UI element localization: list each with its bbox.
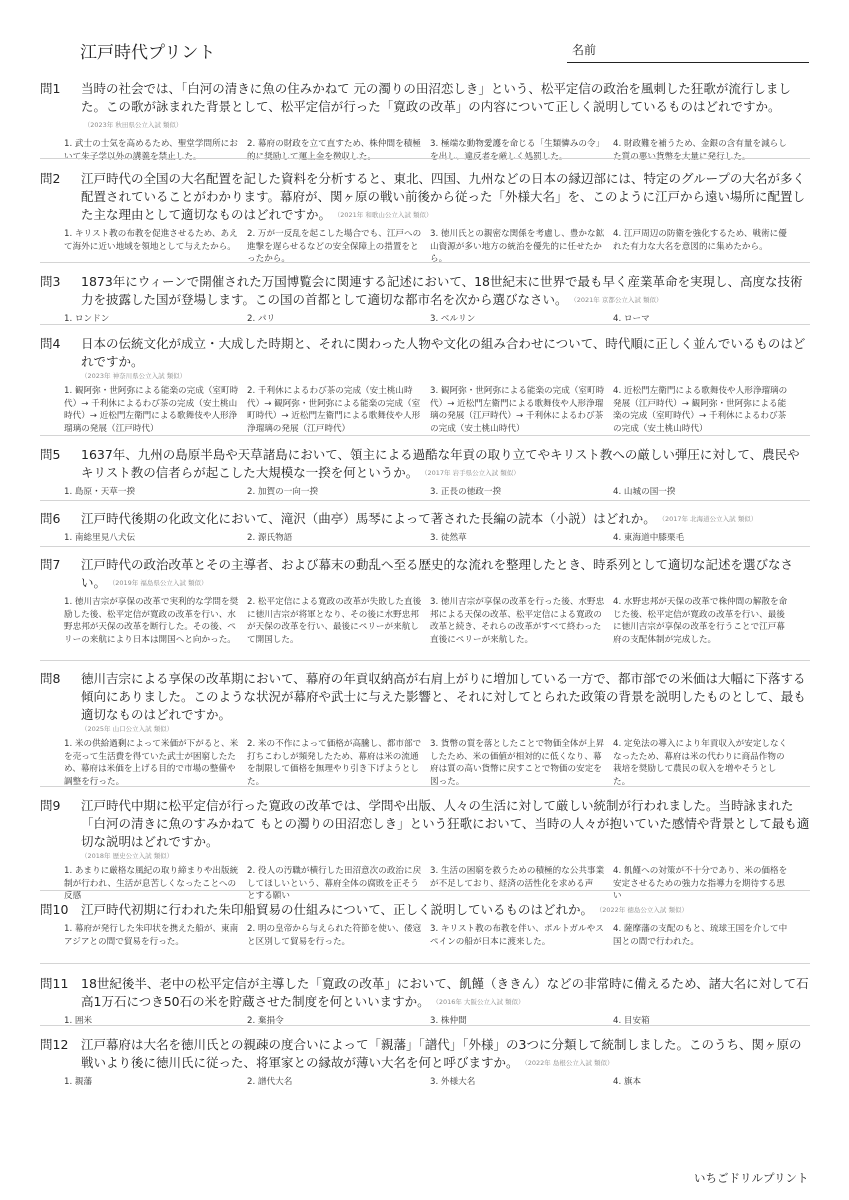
answer-choice-3[interactable]: 3. ベルリン bbox=[430, 314, 476, 324]
question-7 bbox=[40, 556, 810, 646]
answer-choice-3[interactable]: 3. 極端な動物愛護を命じる「生類憐みの令」を出し、違反者を厳しく処罰した。 bbox=[430, 139, 605, 162]
question-source: （2019年 福島県公立入試 類似） bbox=[112, 579, 208, 587]
answer-choices bbox=[64, 138, 810, 163]
question-3 bbox=[40, 273, 810, 326]
answer-choice-1[interactable]: 1. 徳川吉宗が享保の改革で実利的な学問を奨励した後、松平定信が寛政の改革を行い、水野忠邦が天保の改革を断行した。その後、ペリーの来航により日本は開国へと向かった。 bbox=[64, 597, 239, 645]
question-9 bbox=[40, 797, 810, 903]
answer-choice-2[interactable]: 2. 棄捐令 bbox=[247, 1016, 284, 1026]
question-source: （2017年 北海道公立入試 類似） bbox=[661, 515, 758, 523]
question-row bbox=[40, 901, 810, 919]
answer-choice-3[interactable]: 3. 徳川吉宗が享保の改革を行った後、水野忠邦による天保の改革、松平定信による寛政の改革と続き、それらの改革がすべて終わった直後にペリーが来航した。 bbox=[430, 597, 605, 645]
answer-choices bbox=[64, 596, 810, 646]
question-12 bbox=[40, 1036, 810, 1089]
question-text bbox=[80, 901, 810, 919]
question-divider bbox=[40, 158, 810, 159]
answer-choices bbox=[64, 532, 810, 545]
question-text bbox=[80, 556, 810, 592]
question-text bbox=[80, 670, 810, 734]
question-body: 徳川吉宗による享保の改革期において、幕府の年貢収納高が右肩上がりに増加している一方で、都市部での米価は大幅に下落する傾向にありました。このような状況が幕府や武士に与えた影響と、それに対してとられた政策の背景を説明したものとして、最も適切なものはどれですか。 bbox=[81, 671, 806, 722]
question-number: 問11 bbox=[40, 976, 69, 991]
answer-choice-2[interactable]: 2. 源氏物語 bbox=[247, 533, 293, 543]
question-text bbox=[80, 797, 810, 861]
question-source: （2022年 島根公立入試 類似） bbox=[524, 1059, 614, 1067]
question-body: 1873年にウィーンで開催された万国博覧会に関連する記述において、18世紀末に世界で最も早く産業革命を実現し、高度な技術力を披露した国が登場します。この国の首都として適切な都市名を次から選びなさい。 bbox=[81, 274, 803, 307]
question-source: （2025年 山口公立入試 類似） bbox=[81, 725, 174, 733]
answer-choice-2[interactable]: 2. 千利休によるわび茶の完成（安土桃山時代）→ 観阿弥・世阿弥による能楽の完成（室町時代）→ 近松門左衛門による歌舞伎や人形浄瑠璃の発展（江戸時代） bbox=[247, 386, 421, 434]
question-1 bbox=[40, 80, 810, 163]
question-number: 問6 bbox=[40, 511, 61, 526]
question-text bbox=[80, 446, 810, 482]
question-row bbox=[40, 80, 810, 134]
answer-choice-4[interactable]: 4. 山城の国一揆 bbox=[613, 487, 676, 497]
question-divider bbox=[40, 786, 810, 787]
answer-choice-3[interactable]: 3. 徳川氏との親密な関係を考慮し、豊かな鉱山資源が多い地方の統治を優先的に任せたから。 bbox=[430, 229, 605, 265]
answer-choices bbox=[64, 1076, 810, 1089]
question-source: （2017年 岩手県公立入試 類似） bbox=[424, 469, 520, 477]
question-divider bbox=[40, 660, 810, 661]
answer-choice-1[interactable]: 1. 観阿弥・世阿弥による能楽の完成（室町時代）→ 千利休によるわび茶の完成（安土桃山時代）→ 近松門左衛門による歌舞伎や人形浄瑠璃の発展（江戸時代） bbox=[64, 386, 239, 434]
question-row bbox=[40, 797, 810, 861]
question-5 bbox=[40, 446, 810, 499]
question-row bbox=[40, 170, 810, 224]
question-number: 問2 bbox=[40, 171, 61, 186]
answer-choice-3[interactable]: 3. 外様大名 bbox=[430, 1077, 476, 1087]
page-title: 江戸時代プリント bbox=[80, 43, 216, 63]
question-divider bbox=[40, 890, 810, 891]
question-divider bbox=[40, 546, 810, 547]
question-4 bbox=[40, 335, 810, 435]
question-source: （2021年 京都公立入試 類似） bbox=[573, 296, 663, 304]
question-text bbox=[80, 170, 810, 224]
answer-choice-4[interactable]: 4. 飢饉への対策が不十分であり、米の価格を安定させるための強力な指導力を期待する思い bbox=[613, 866, 788, 902]
question-body: 江戸時代後期の化政文化において、滝沢（曲亭）馬琴によって著された長編の読本（小説）はどれか。 bbox=[81, 511, 656, 526]
answer-choice-2[interactable]: 2. 米の不作によって価格が高騰し、都市部で打ちこわしが頻発したため、幕府は米の流通を制限して価格を無理やり引き下げようとした。 bbox=[247, 739, 422, 787]
answer-choice-2[interactable]: 2. 万が一反乱を起こした場合でも、江戸への進撃を遅らせるなどの安全保障上の措置をとったから。 bbox=[247, 229, 422, 265]
question-source: （2023年 秋田県公立入試 類似） bbox=[87, 121, 183, 129]
question-text bbox=[80, 273, 810, 309]
question-text bbox=[80, 1036, 810, 1072]
answer-choice-1[interactable]: 1. 島原・天草一揆 bbox=[64, 487, 136, 497]
answer-choice-3[interactable]: 3. 貨幣の質を落としたことで物価全体が上昇したため、米の価値が相対的に低くなり、幕府は質の高い貨幣に戻すことで物価の安定を図った。 bbox=[430, 739, 605, 787]
answer-choices bbox=[64, 486, 810, 499]
question-row bbox=[40, 510, 810, 528]
answer-choice-4[interactable]: 4. 目安箱 bbox=[613, 1016, 650, 1026]
question-text bbox=[80, 975, 810, 1011]
question-divider bbox=[40, 435, 810, 436]
question-8 bbox=[40, 670, 810, 788]
answer-choice-1[interactable]: 1. あまりに厳格な風紀の取り締まりや出版統制が行われ、生活が息苦しくなったことへの反感 bbox=[64, 866, 239, 902]
answer-choices bbox=[64, 865, 810, 903]
question-body: 日本の伝統文化が成立・大成した時期と、それに関わった人物や文化の組み合わせについて、時代順に正しく並んでいるものはどれですか。 bbox=[81, 336, 806, 369]
question-body: 江戸時代の全国の大名配置を記した資料を分析すると、東北、四国、九州などの日本の縁辺部には、特定のグループの大名が多く配置されていることがわかります。幕府が、関ヶ原の戦い前後から従った「外様大名」を、このように江戸から遠い場所に配置した主な理由として適切なものはどれですか。 bbox=[81, 171, 806, 222]
question-row bbox=[40, 556, 810, 592]
answer-choice-2[interactable]: 2. 松平定信による寛政の改革が失敗した直後に徳川吉宗が将軍となり、その後に水野忠邦が天保の改革を行い、最後にペリーが来航して開国した。 bbox=[247, 597, 422, 645]
answer-choices bbox=[64, 738, 810, 788]
answer-choice-1[interactable]: 1. 親藩 bbox=[64, 1077, 93, 1087]
answer-choice-4[interactable]: 4. 旗本 bbox=[613, 1077, 642, 1087]
question-body: 当時の社会では、「白河の清きに魚の住みかねて 元の濁りの田沼恋しき」という、松平定信の政治を風刺した狂歌が流行しました。この歌が詠まれた背景として、松平定信が行った「寛政の改革」の内容について正しく説明しているものはどれですか。 bbox=[81, 81, 791, 114]
question-row bbox=[40, 670, 810, 734]
question-10 bbox=[40, 901, 810, 948]
question-divider bbox=[40, 500, 810, 501]
answer-choice-4[interactable]: 4. 東海道中膝栗毛 bbox=[613, 533, 685, 543]
answer-choice-4[interactable]: 4. 薩摩藩の支配のもと、琉球王国を介して中国との間で行われた。 bbox=[613, 924, 788, 947]
answer-choice-1[interactable]: 1. 南総里見八犬伝 bbox=[64, 533, 136, 543]
question-body: 江戸時代初期に行われた朱印船貿易の仕組みについて、正しく説明しているものはどれか。 bbox=[81, 902, 594, 917]
answer-choice-4[interactable]: 4. 近松門左衛門による歌舞伎や人形浄瑠璃の発展（江戸時代）→ 観阿弥・世阿弥による能楽の完成（室町時代）→ 千利休によるわび茶の完成（安土桃山時代） bbox=[613, 386, 788, 434]
answer-choice-2[interactable]: 2. 役人の汚職が横行した田沼意次の政治に戻してほしいという、幕府全体の腐敗を正そうとする願い bbox=[247, 866, 422, 902]
answer-choice-4[interactable]: 4. ローマ bbox=[613, 314, 650, 324]
question-row bbox=[40, 975, 810, 1011]
question-source: （2018年 歴史公立入試 類似） bbox=[81, 852, 174, 860]
question-number: 問12 bbox=[40, 1037, 69, 1052]
question-text bbox=[80, 80, 810, 134]
question-row bbox=[40, 446, 810, 482]
question-text bbox=[80, 335, 810, 381]
answer-choice-4[interactable]: 4. 水野忠邦が天保の改革で株仲間の解散を命じた後、松平定信が寛政の改革を行い、最後に徳川吉宗が享保の改革を行うことで江戸幕府の支配体制が完成した。 bbox=[613, 597, 788, 645]
answer-choice-2[interactable]: 2. 明の皇帝から与えられた符節を使い、倭寇と区別して貿易を行った。 bbox=[247, 924, 422, 947]
question-text bbox=[80, 510, 810, 528]
question-number: 問3 bbox=[40, 274, 61, 289]
answer-choice-2[interactable]: 2. 譜代大名 bbox=[247, 1077, 293, 1087]
question-2 bbox=[40, 170, 810, 266]
answer-choice-2[interactable]: 2. 幕府の財政を立て直すため、株仲間を積極的に奨励して運上金を徴収した。 bbox=[247, 139, 421, 162]
answer-choice-4[interactable]: 4. 定免法の導入により年貢収入が安定しなくなったため、幕府は米の代わりに商品作物の栽培を奨励して農民の収入を増やそうとした。 bbox=[613, 739, 788, 787]
name-label: 名前 bbox=[572, 43, 597, 57]
name-field[interactable] bbox=[567, 62, 809, 63]
question-divider bbox=[40, 963, 810, 964]
question-row bbox=[40, 273, 810, 309]
question-row bbox=[40, 1036, 810, 1072]
question-divider bbox=[40, 262, 810, 263]
question-source: （2016年 大阪公立入試 類似） bbox=[435, 998, 525, 1006]
answer-choice-1[interactable]: 1. 武士の士気を高めるため、聖堂学問所において朱子学以外の講義を禁止した。 bbox=[64, 139, 238, 162]
question-body: 江戸時代の政治改革とその主導者、および幕末の動乱へ至る歴史的な流れを整理したとき、時系列として適切な記述を選びなさい。 bbox=[81, 557, 794, 590]
question-source: （2023年 神奈川県公立入試 類似） bbox=[81, 372, 187, 380]
question-body: 18世紀後半、老中の松平定信が主導した「寛政の改革」において、飢饉（ききん）などの非常時に備えるため、諸大名に対して石高1万石につき50石の米を貯蔵させた制度を何といいますか。 bbox=[81, 976, 809, 1009]
question-body: 1637年、九州の島原半島や天草諸島において、領主による過酷な年貢の取り立てやキリスト教への厳しい弾圧に対して、農民やキリスト教の信者らが起こした大規模な一揆を何というか。 bbox=[81, 447, 800, 480]
question-number: 問4 bbox=[40, 336, 61, 351]
answer-choice-3[interactable]: 3. 株仲間 bbox=[430, 1016, 467, 1026]
answer-choice-3[interactable]: 3. 徒然草 bbox=[430, 533, 467, 543]
question-source: （2021年 和歌山公立入試 類似） bbox=[337, 211, 433, 219]
question-number: 問10 bbox=[40, 902, 69, 917]
question-body: 江戸時代中期に松平定信が行った寛政の改革では、学問や出版、人々の生活に対して厳しい統制が行われました。当時詠まれた「白河の清きに魚のすみかねて もとの濁りの田沼恋しき」という狂歌において、当時の人々が抱いていた感情や背景として最も適切な説明はどれですか。 bbox=[81, 798, 810, 849]
question-number: 問5 bbox=[40, 447, 61, 462]
answer-choice-1[interactable]: 1. 囲米 bbox=[64, 1016, 93, 1026]
question-number: 問8 bbox=[40, 671, 61, 686]
answer-choice-3[interactable]: 3. 観阿弥・世阿弥による能楽の完成（室町時代）→ 近松門左衛門による歌舞伎や人形浄瑠璃の発展（江戸時代）→ 千利休によるわび茶の完成（安土桃山時代） bbox=[430, 386, 605, 434]
answer-choice-1[interactable]: 1. キリスト教の布教を促進させるため、あえて海外に近い地域を領地として与えたから。 bbox=[64, 229, 238, 252]
answer-choice-3[interactable]: 3. 正長の徳政一揆 bbox=[430, 487, 502, 497]
question-body: 江戸幕府は大名を徳川氏との親疎の度合いによって「親藩」「譜代」「外様」の3つに分類して統制しました。このうち、関ヶ原の戦いより後に徳川氏に従った、将軍家との縁故が薄い大名を何と呼びますか。 bbox=[81, 1037, 802, 1070]
answer-choice-1[interactable]: 1. 幕府が発行した朱印状を携えた船が、東南アジアとの間で貿易を行った。 bbox=[64, 924, 239, 947]
question-divider bbox=[40, 324, 810, 325]
answer-choice-4[interactable]: 4. 財政難を補うため、金銀の含有量を減らした質の悪い貨幣を大量に発行した。 bbox=[613, 139, 787, 162]
question-6 bbox=[40, 510, 810, 545]
question-number: 問1 bbox=[40, 81, 61, 96]
question-source: （2022年 徳島公立入試 類似） bbox=[599, 906, 688, 914]
footer-brand: いちごドリルプリント bbox=[694, 1171, 809, 1185]
question-row bbox=[40, 335, 810, 381]
answer-choice-2[interactable]: 2. パリ bbox=[247, 314, 276, 324]
question-number: 問7 bbox=[40, 557, 61, 572]
answer-choice-3[interactable]: 3. キリスト教の布教を伴い、ポルトガルやスペインの船が日本に渡来した。 bbox=[430, 924, 604, 947]
answer-choices bbox=[64, 923, 810, 948]
answer-choice-1[interactable]: 1. ロンドン bbox=[64, 314, 110, 324]
question-divider bbox=[40, 1025, 810, 1026]
answer-choices bbox=[64, 385, 810, 435]
answer-choice-3[interactable]: 3. 生活の困窮を救うための積極的な公共事業が不足しており、経済の活性化を求める声 bbox=[430, 866, 605, 889]
question-number: 問9 bbox=[40, 798, 61, 813]
answer-choice-1[interactable]: 1. 米の供給過剰によって米価が下がると、米を売って生活費を得ていた武士が困窮したため、幕府は米価を上げる目的で市場の整備や調整を行った。 bbox=[64, 739, 239, 787]
answer-choice-4[interactable]: 4. 江戸周辺の防衛を強化するため、戦術に優れた有力な大名を意図的に集めたから。 bbox=[613, 229, 787, 252]
answer-choice-2[interactable]: 2. 加賀の一向一揆 bbox=[247, 487, 319, 497]
answer-choices bbox=[64, 228, 810, 266]
question-11 bbox=[40, 975, 810, 1028]
